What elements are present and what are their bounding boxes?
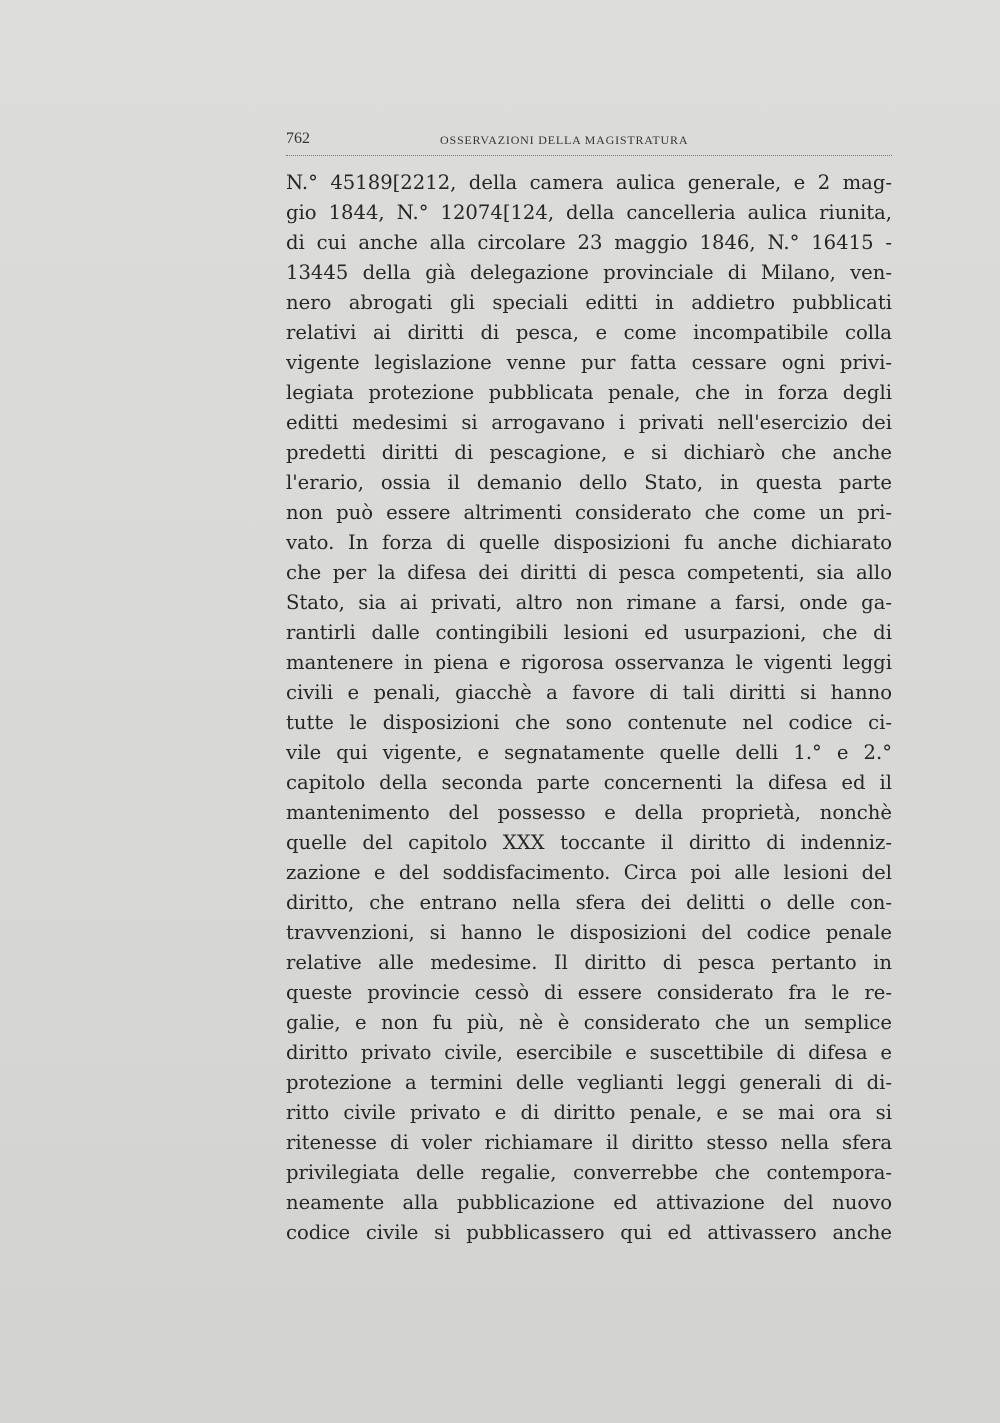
text-line: nero abrogati gli speciali editti in addietro pubblicati — [286, 291, 892, 314]
text-line: di cui anche alla circolare 23 maggio 1846, N.° 16415 - — [286, 231, 892, 254]
text-line: relative alle medesime. Il diritto di pesca pertanto in — [286, 951, 892, 974]
header-rule — [286, 155, 892, 156]
text-line: editti medesimi si arrogavano i privati nell'esercizio dei — [286, 411, 892, 434]
text-line: gio 1844, N.° 12074[124, della cancelleria aulica riunita, — [286, 201, 892, 224]
text-line: vigente legislazione venne pur fatta cessare ogni privi- — [286, 351, 892, 374]
text-line: zazione e del soddisfacimento. Circa poi alle lesioni del — [286, 861, 892, 884]
text-line: tutte le disposizioni che sono contenute nel codice ci- — [286, 711, 892, 734]
text-line: mantenimento del possesso e della proprietà, nonchè — [286, 801, 892, 824]
text-line: vile qui vigente, e segnatamente quelle delli 1.° e 2.° — [286, 741, 892, 764]
text-line: non può essere altrimenti considerato che come un pri- — [286, 501, 892, 524]
text-line: capitolo della seconda parte concernenti la difesa ed il — [286, 771, 892, 794]
text-line: civili e penali, giacchè a favore di tali diritti si hanno — [286, 681, 892, 704]
text-line: mantenere in piena e rigorosa osservanza le vigenti leggi — [286, 651, 892, 674]
text-line: relativi ai diritti di pesca, e come incompatibile colla — [286, 321, 892, 344]
body-text — [286, 168, 892, 1248]
text-line: galie, e non fu più, nè è considerato che un semplice — [286, 1011, 892, 1034]
text-line: N.° 45189[2212, della camera aulica generale, e 2 mag- — [286, 171, 892, 194]
text-line: diritto, che entrano nella sfera dei delitti o delle con- — [286, 891, 892, 914]
text-line: l'erario, ossia il demanio dello Stato, in questa parte — [286, 471, 892, 494]
text-line: predetti diritti di pescagione, e si dichiarò che anche — [286, 441, 892, 464]
text-line: queste provincie cessò di essere considerato fra le re- — [286, 981, 892, 1004]
text-line: 13445 della già delegazione provinciale di Milano, ven- — [286, 261, 892, 284]
text-line: protezione a termini delle veglianti leggi generali di di- — [286, 1071, 892, 1094]
text-line: vato. In forza di quelle disposizioni fu anche dichiarato — [286, 531, 892, 554]
text-line: Stato, sia ai privati, altro non rimane a farsi, onde ga- — [286, 591, 892, 614]
text-line: ritenesse di voler richiamare il diritto stesso nella sfera — [286, 1131, 892, 1154]
text-line: codice civile si pubblicassero qui ed attivassero anche — [286, 1221, 892, 1244]
text-line: legiata protezione pubblicata penale, che in forza degli — [286, 381, 892, 404]
text-line: rantirli dalle contingibili lesioni ed usurpazioni, che di — [286, 621, 892, 644]
text-line: neamente alla pubblicazione ed attivazione del nuovo — [286, 1191, 892, 1214]
text-line: quelle del capitolo XXX toccante il diritto di indenniz- — [286, 831, 892, 854]
text-line: diritto privato civile, esercibile e suscettibile di difesa e — [286, 1041, 892, 1064]
page-number: 762 — [286, 130, 310, 147]
running-title: OSSERVAZIONI DELLA MAGISTRATURA — [440, 133, 689, 147]
text-line: travvenzioni, si hanno le disposizioni del codice penale — [286, 921, 892, 944]
text-line: privilegiata delle regalie, converrebbe che contempora- — [286, 1161, 892, 1184]
page-header — [286, 128, 892, 154]
text-line: che per la difesa dei diritti di pesca competenti, sia allo — [286, 561, 892, 584]
text-line: ritto civile privato e di diritto penale, e se mai ora si — [286, 1101, 892, 1124]
